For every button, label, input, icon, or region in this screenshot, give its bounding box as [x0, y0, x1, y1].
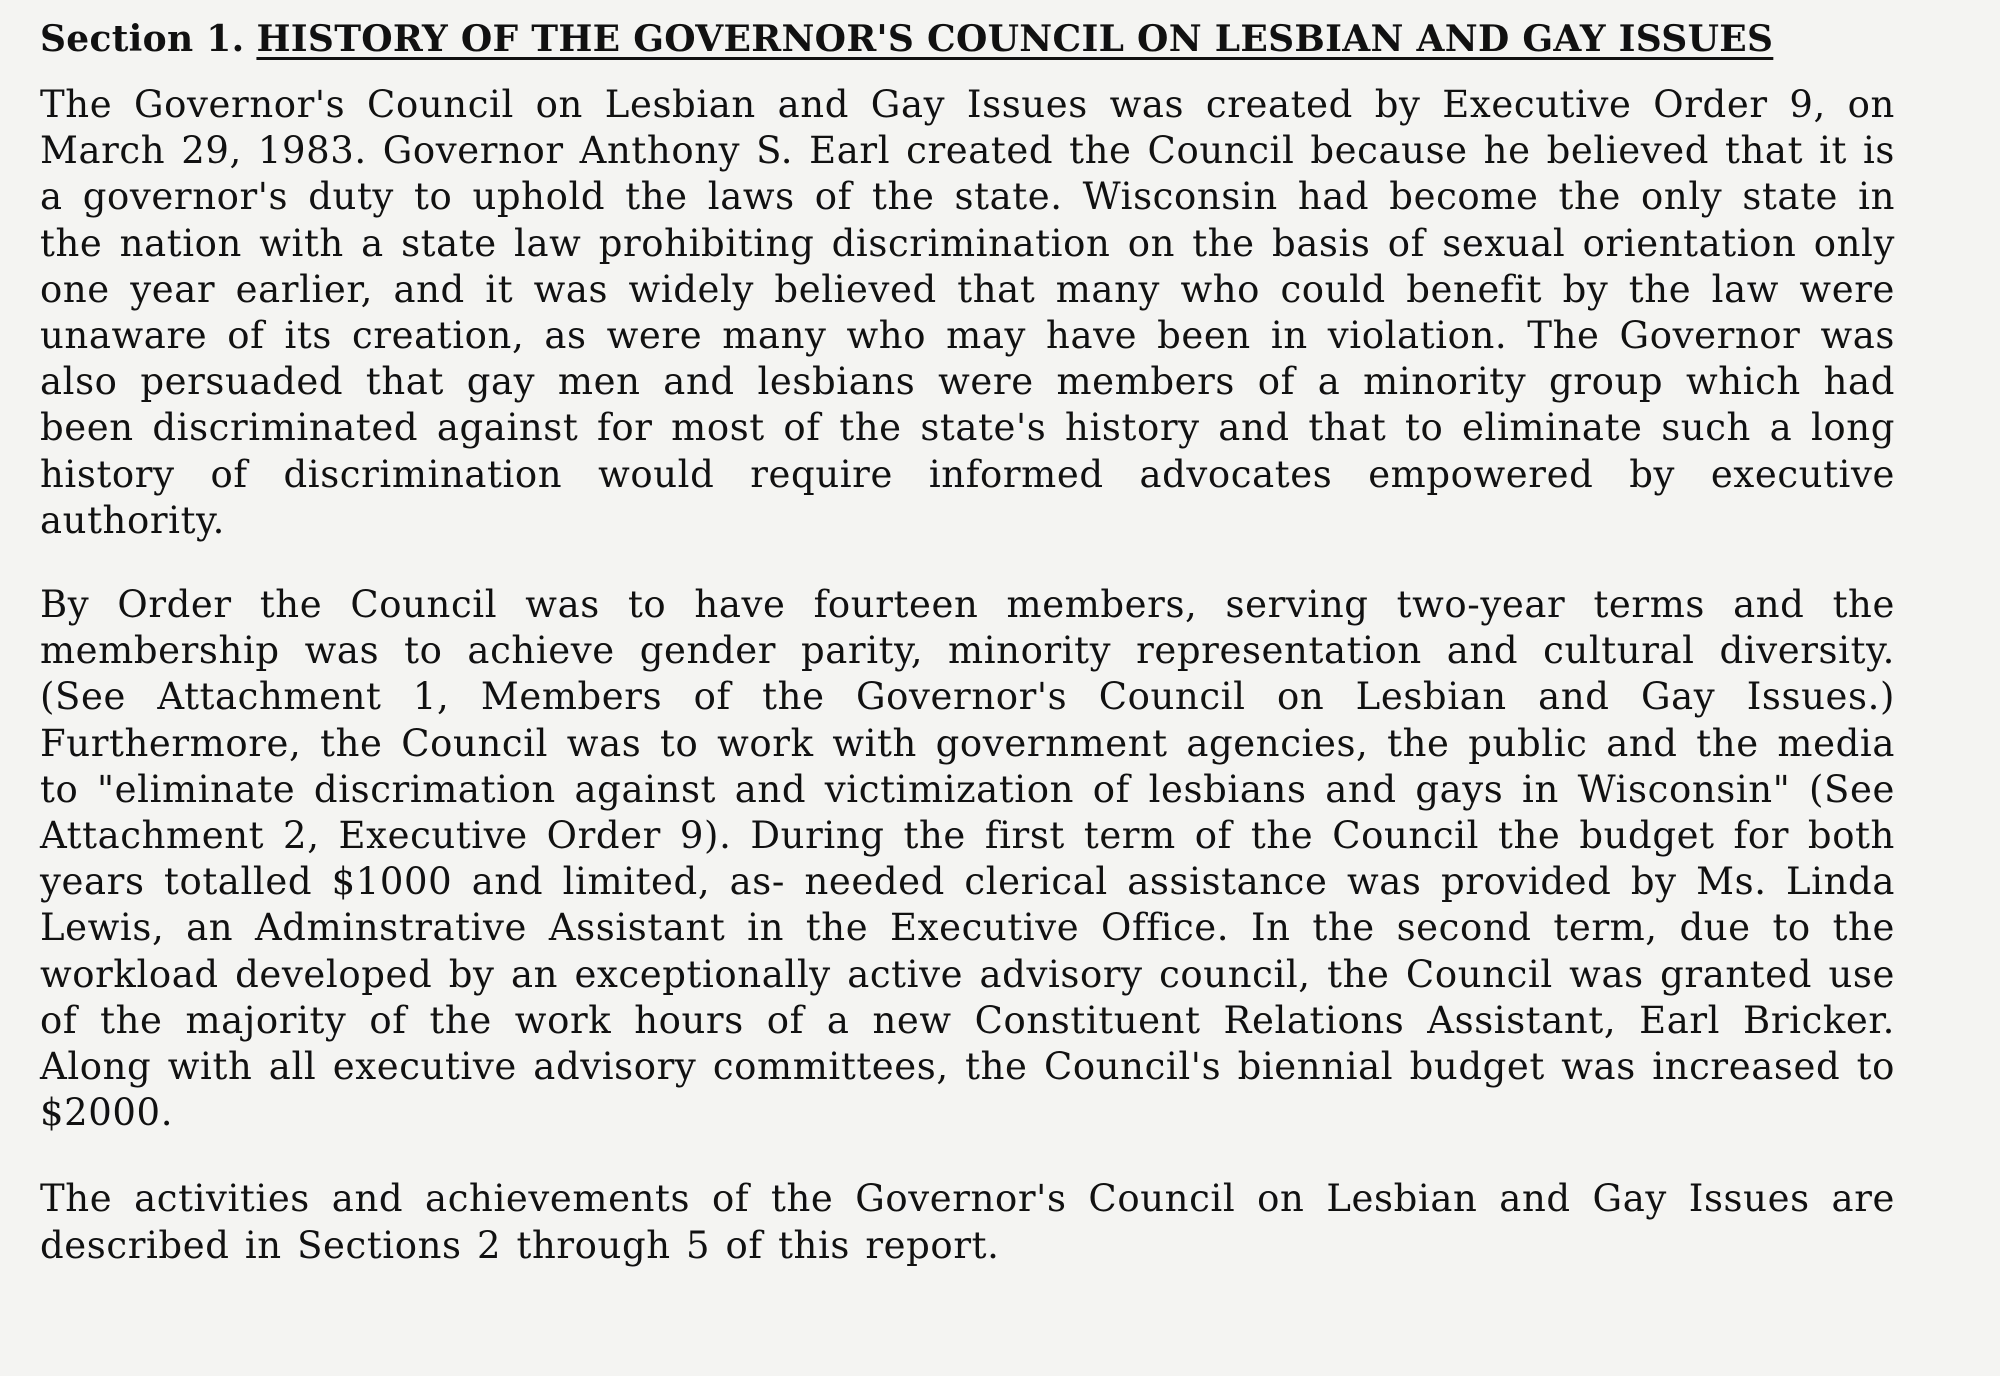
paragraph-council-membership: By Order the Council was to have fourteen members, serving two-year terms and the membership was to achieve gender parity, minority representation and cultural diversity. (See Attachment 1, Members of the Governor's Council on Lesbian and Gay Issues.) Furthermore, the Council was to work with government agencies, the public and the media to "eliminate discrimation against and victimization of lesbians and gays in Wisconsin" (See Attachment 2, Executive Order 9). During the first term of the Council the budget for both years totalled $1000 and limited, as- needed clerical assistance was provided by Ms. Linda Lewis, an Adminstrative Assistant in the Executive Office. In the second term, due to the workload developed by an exceptionally active advisory council, the Council was granted use of the majority of the work hours of a new Constituent Relations Assistant, Earl Bricker. Along with all executive advisory committees, the Council's biennial budget was increased to $2000. — [40, 583, 1895, 1135]
section-label: Section 1. — [40, 18, 245, 60]
document-page — [40, 14, 1895, 1269]
section-header — [40, 18, 1895, 60]
section-title: HISTORY OF THE GOVERNOR'S COUNCIL ON LESBIAN AND GAY ISSUES — [256, 18, 1774, 60]
paragraph-council-creation: The Governor's Council on Lesbian and Gay Issues was created by Executive Order 9, on March 29, 1983. Governor Anthony S. Earl created the Council because he believed that it is a governor's duty to uphold the laws of the state. Wisconsin had become the only state in the nation with a state law prohibiting discrimination on the basis of sexual orientation only one year earlier, and it was widely believed that many who could benefit by the law were unaware of its creation, as were many who may have been in violation. The Governor was also persuaded that gay men and lesbians were members of a minority group which had been discriminated against for most of the state's history and that to eliminate such a long history of discrimination would require informed advocates empowered by executive authority. — [40, 83, 1895, 542]
paragraph-activities-reference: The activities and achievements of the Governor's Council on Lesbian and Gay Issues are described in Sections 2 through 5 of this report. — [40, 1177, 1895, 1267]
